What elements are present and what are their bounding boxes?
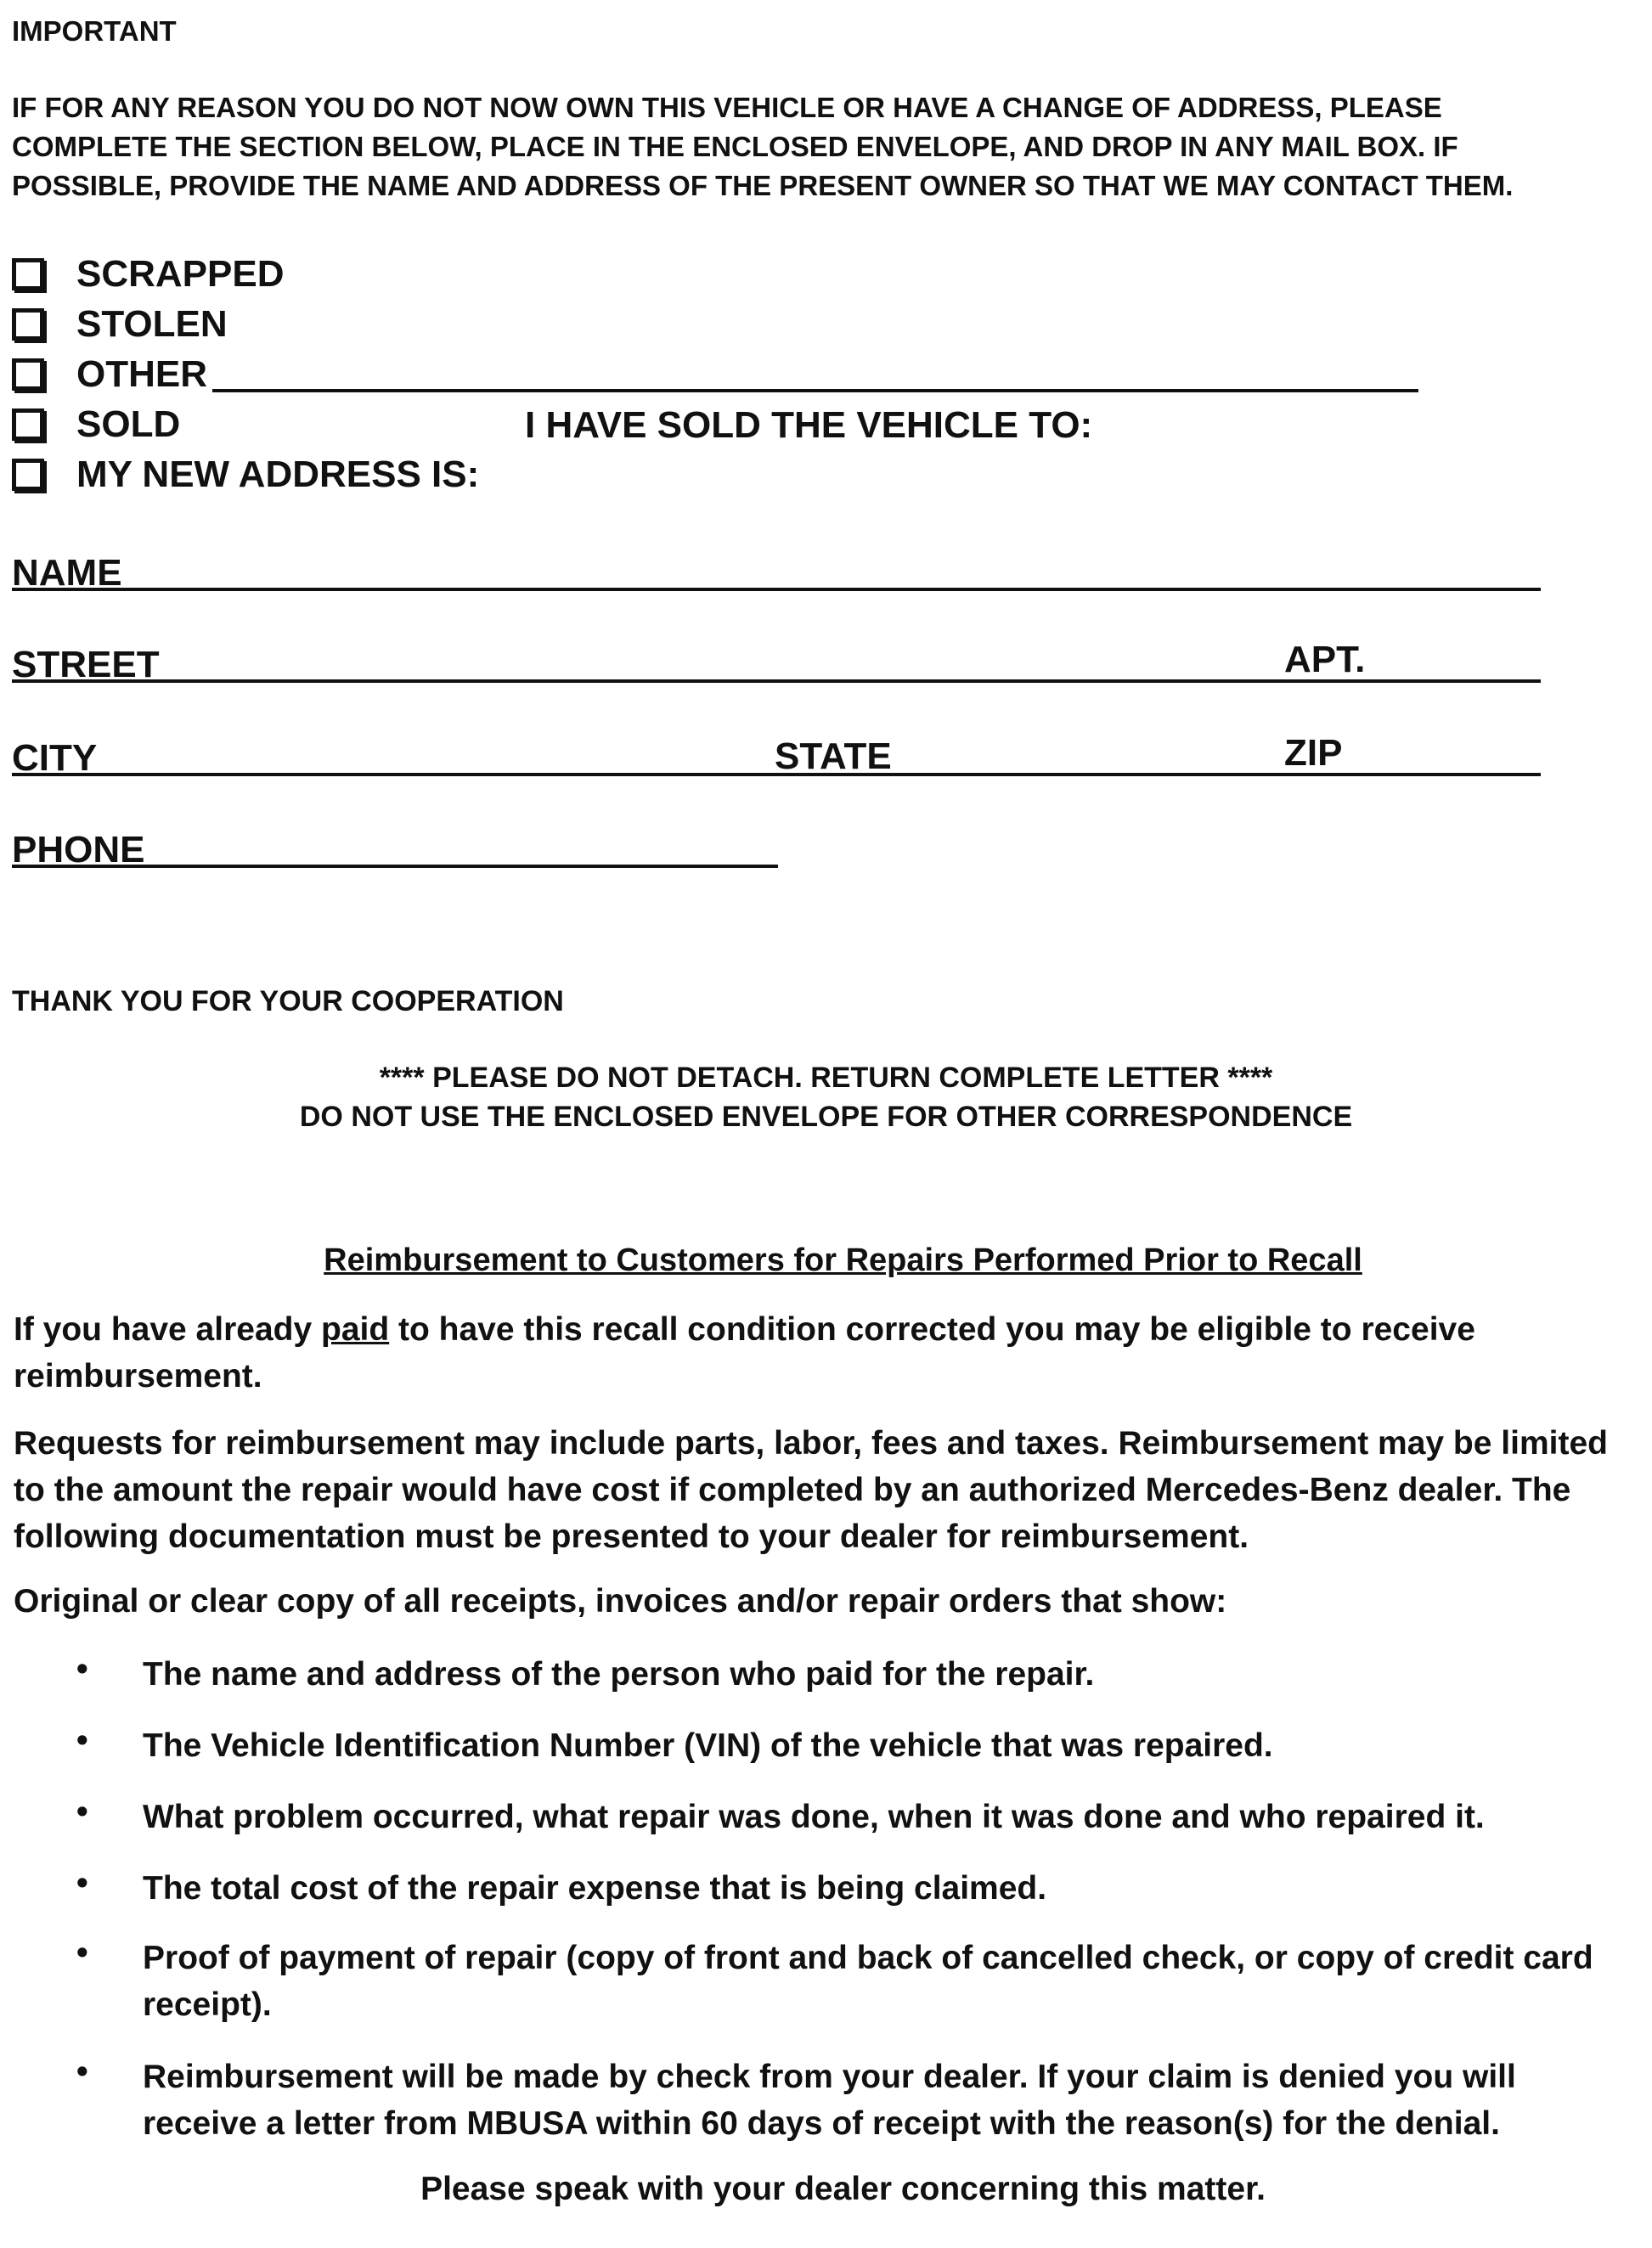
list-item: The name and address of the person who paid for the repair. (143, 1656, 1095, 1693)
thank-you-text: THANK YOU FOR YOUR COOPERATION (12, 985, 564, 1017)
p1-text-before: If you have already (14, 1311, 321, 1348)
bullet-icon: • (76, 1865, 88, 1902)
other-write-in-line[interactable] (212, 389, 1418, 392)
sold-to-label: I HAVE SOLD THE VEHICLE TO: (525, 404, 1093, 446)
intro-line: COMPLETE THE SECTION BELOW, PLACE IN THE ENCLOSED ENVELOPE, AND DROP IN ANY MAIL BOX. IF (12, 131, 1458, 162)
checkbox[interactable] (12, 358, 44, 391)
envelope-notice: DO NOT USE THE ENCLOSED ENVELOPE FOR OTHER CORRESPONDENCE (299, 1101, 1353, 1133)
city-state-zip-line[interactable] (12, 773, 1541, 776)
reimbursement-paragraph-3: Original or clear copy of all receipts, invoices and/or repair orders that show: (14, 1583, 1227, 1620)
intro-paragraph (12, 88, 1513, 206)
apt-label: APT. (1284, 639, 1366, 680)
reimbursement-paragraph-2: Requests for reimbursement may include parts, labor, fees and taxes. Reimbursement may be limited to the amount the repair would have cost if completed by an authorized Mercedes-Benz dealer. The following documentation must be presented to your dealer for reimbursement. (14, 1425, 1608, 1555)
state-label: STATE (775, 735, 892, 777)
option-label: SCRAPPED (76, 253, 285, 295)
important-heading: IMPORTANT (12, 15, 177, 47)
reimbursement-paragraph-1 (14, 1306, 1636, 1400)
paid-emphasis: paid (321, 1311, 390, 1348)
city-label: CITY (12, 737, 98, 779)
option-label: STOLEN (76, 303, 228, 345)
option-label: MY NEW ADDRESS IS: (76, 454, 480, 495)
name-label: NAME (12, 552, 122, 594)
phone-line[interactable] (12, 865, 778, 868)
option-sold[interactable] (12, 402, 180, 448)
option-scrapped[interactable] (12, 251, 285, 297)
name-line[interactable] (12, 588, 1541, 591)
option-label: SOLD (76, 403, 181, 445)
bullet-icon: • (76, 1935, 88, 1971)
phone-label: PHONE (12, 829, 145, 870)
bullet-icon: • (76, 1651, 88, 1687)
checkbox[interactable] (12, 308, 44, 341)
list-item: Proof of payment of repair (copy of front and back of cancelled check, or copy of credit card receipt). (143, 1940, 1593, 2023)
list-item: Reimbursement will be made by check from your dealer. If your claim is denied you will receive a letter from MBUSA within 60 days of receipt with the reason(s) for the denial. (143, 2059, 1516, 2142)
closing-line: Please speak with your dealer concerning this matter. (420, 2171, 1266, 2207)
p1-text-after: to have this recall condition corrected you may be eligible to receive reimbursement. (14, 1311, 1475, 1394)
checkbox[interactable] (12, 408, 44, 441)
option-stolen[interactable] (12, 301, 228, 347)
list-item: The Vehicle Identification Number (VIN) of the vehicle that was repaired. (143, 1727, 1273, 1764)
bullet-icon: • (76, 2054, 88, 2090)
checkbox[interactable] (12, 459, 44, 491)
list-item: What problem occurred, what repair was done, when it was done and who repaired it. (143, 1799, 1485, 1835)
option-other[interactable] (12, 352, 207, 397)
bullet-icon: • (76, 1722, 88, 1759)
list-item: The total cost of the repair expense that is being claimed. (143, 1870, 1047, 1907)
intro-line: IF FOR ANY REASON YOU DO NOT NOW OWN THIS VEHICLE OR HAVE A CHANGE OF ADDRESS, PLEASE (12, 92, 1442, 123)
zip-label: ZIP (1284, 732, 1343, 774)
option-new-address[interactable] (12, 452, 479, 498)
street-line[interactable] (12, 679, 1541, 683)
reimbursement-title: Reimbursement to Customers for Repairs Performed Prior to Recall (324, 1242, 1362, 1278)
intro-line: POSSIBLE, PROVIDE THE NAME AND ADDRESS OF THE PRESENT OWNER SO THAT WE MAY CONTACT THEM. (12, 170, 1514, 201)
bullet-icon: • (76, 1794, 88, 1830)
do-not-detach-notice: **** PLEASE DO NOT DETACH. RETURN COMPLETE LETTER **** (379, 1062, 1273, 1094)
checkbox[interactable] (12, 258, 44, 290)
option-label: OTHER (76, 353, 207, 395)
street-label: STREET (12, 644, 160, 685)
